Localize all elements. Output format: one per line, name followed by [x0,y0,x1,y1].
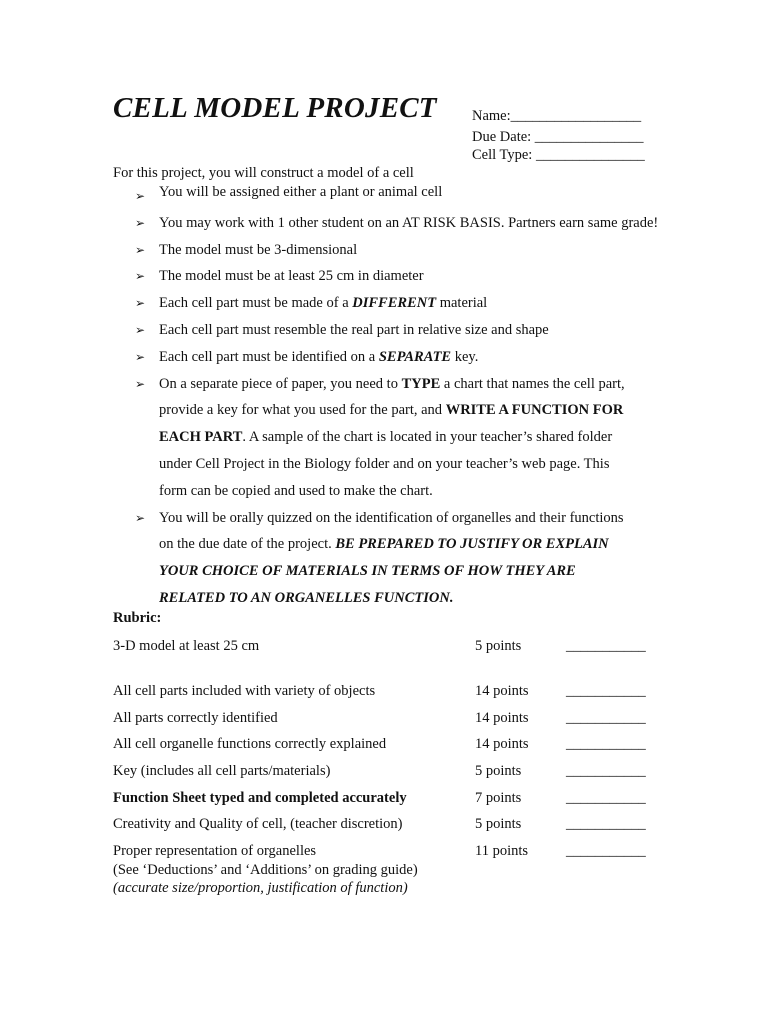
rubric-note: (accurate size/proportion, justification of function) [113,880,408,896]
list-item: ➢ Each cell part must be made of a DIFFERENT material [135,290,715,317]
score-blank: ___________ [566,736,646,752]
due-date-field: Due Date: _______________ [472,129,644,145]
score-blank: ___________ [566,816,646,832]
score-blank: ___________ [566,843,646,859]
list-item: ➢ You may work with 1 other student on an AT RISK BASIS. Partners earn same grade! [135,210,715,237]
arrow-bullet-icon: ➢ [135,376,146,391]
arrow-bullet-icon: ➢ [135,349,146,364]
arrow-bullet-icon: ➢ [135,322,146,337]
arrow-bullet-icon: ➢ [135,269,146,284]
rubric-heading: Rubric: [113,610,162,626]
score-blank: ___________ [566,638,646,654]
rubric-note: (See ‘Deductions’ and ‘Additions’ on grading guide) [113,862,418,878]
arrow-bullet-icon: ➢ [135,215,146,230]
score-blank: ___________ [566,683,646,699]
cell-type-field: Cell Type: _______________ [472,147,645,163]
arrow-bullet-icon: ➢ [135,510,146,525]
requirements-list [135,183,715,612]
score-blank: ___________ [566,710,646,726]
arrow-bullet-icon: ➢ [135,296,146,311]
list-item: ➢ You will be orally quizzed on the identification of organelles and their functions on the due date of the project. BE PREPARED TO JUSTIFY OR EXPLAIN YOUR CHOICE OF MATERIALS IN TERMS OF HOW THEY ARE RELATED TO AN ORGANELLES FUNCTION. [135,505,715,612]
page-title: CELL MODEL PROJECT [113,92,437,124]
name-field: Name:__________________ [472,108,642,124]
list-item: ➢ The model must be 3-dimensional [135,237,715,264]
list-item: ➢ The model must be at least 25 cm in diameter [135,263,715,290]
arrow-bullet-icon: ➢ [135,242,146,257]
score-blank: ___________ [566,790,646,806]
intro-text: For this project, you will construct a model of a cell [113,165,414,181]
arrow-bullet-icon: ➢ [135,189,146,203]
list-item: ➢ You will be assigned either a plant or animal cell [135,183,715,210]
list-item: ➢ Each cell part must resemble the real part in relative size and shape [135,317,715,344]
score-blank: ___________ [566,763,646,779]
list-item: ➢ Each cell part must be identified on a SEPARATE key. [135,344,715,371]
list-item: ➢ On a separate piece of paper, you need to TYPE a chart that names the cell part, provide a key for what you used for the part, and WRITE A FUNCTION FOR EACH PART. A sample of the chart is located in your teacher’s shared folder under Cell Project in the Biology folder and on your teacher’s web page. This form can be copied and used to make the chart. [135,371,715,505]
